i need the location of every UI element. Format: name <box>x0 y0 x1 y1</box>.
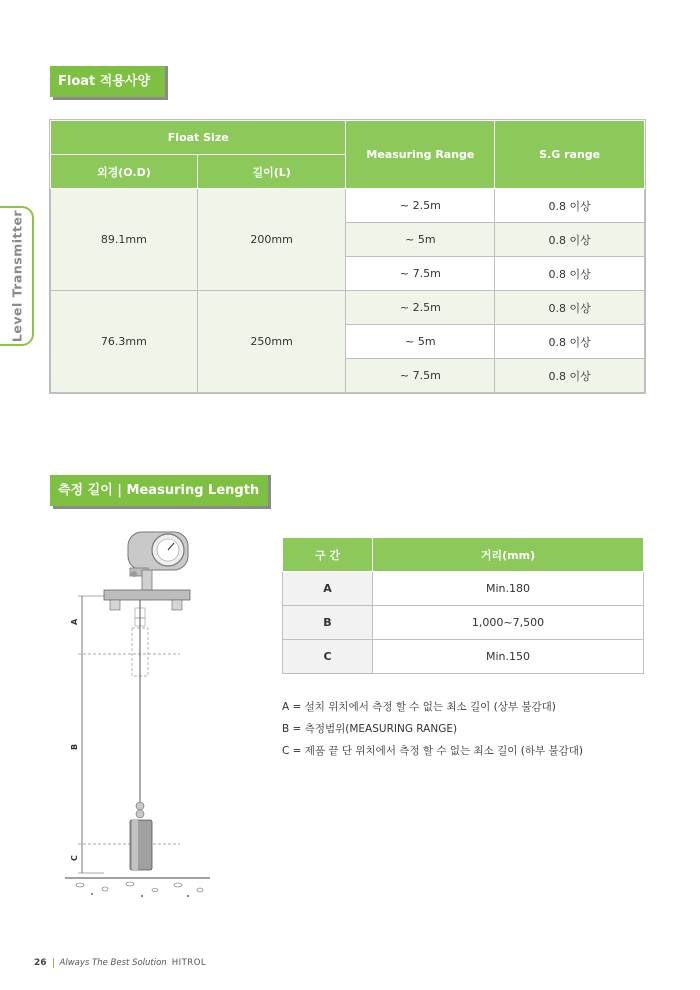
range-cell: ~ 7.5m <box>346 359 495 393</box>
table-row <box>51 291 645 325</box>
section-label: A <box>283 572 373 606</box>
section-label: B <box>283 606 373 640</box>
range-cell: ~ 7.5m <box>346 257 495 291</box>
range-cell: ~ 2.5m <box>346 291 495 325</box>
header-measuring-range: Measuring Range <box>346 121 495 189</box>
header-length: 길이(L) <box>197 155 346 189</box>
sg-cell: 0.8 이상 <box>495 257 645 291</box>
range-cell: ~ 2.5m <box>346 189 495 223</box>
measuring-length-table <box>282 537 644 674</box>
range-cell: ~ 5m <box>346 325 495 359</box>
header-float-size: Float Size <box>51 121 346 155</box>
sg-cell: 0.8 이상 <box>495 291 645 325</box>
label-b: B <box>70 743 79 750</box>
footer-brand: HITROL <box>171 958 207 968</box>
section-label: C <box>283 640 373 674</box>
note-a: A = 설치 위치에서 측정 할 수 없는 최소 길이 (상부 불감대) <box>282 701 556 713</box>
flange <box>104 590 190 600</box>
sg-cell: 0.8 이상 <box>495 325 645 359</box>
table-row <box>283 606 644 640</box>
notes <box>282 696 583 762</box>
header-distance: 거리(mm) <box>373 538 644 572</box>
sg-cell: 0.8 이상 <box>495 223 645 257</box>
length-cell: 250mm <box>197 291 346 393</box>
sg-cell: 0.8 이상 <box>495 189 645 223</box>
table-row <box>283 640 644 674</box>
section-heading-float-spec: Float 적용사양 <box>50 66 165 97</box>
sg-cell: 0.8 이상 <box>495 359 645 393</box>
header-sg-range: S.G range <box>495 121 645 189</box>
side-tab-label: Level Transmitter <box>9 209 25 343</box>
page-number: 26 <box>34 958 47 968</box>
note-b: B = 측정범위(MEASURING RANGE) <box>282 723 458 735</box>
footer-slogan: Always The Best Solution <box>59 958 167 968</box>
label-c: C <box>70 855 79 861</box>
table-row <box>51 189 645 223</box>
distance-value: 1,000~7,500 <box>373 606 644 640</box>
header-od: 외경(O.D) <box>51 155 198 189</box>
distance-value: Min.150 <box>373 640 644 674</box>
measuring-length-diagram <box>60 528 220 908</box>
label-a: A <box>70 618 79 625</box>
float-spec-table <box>50 120 645 393</box>
footer-divider <box>53 958 54 968</box>
section-heading-measuring-length: 측정 길이 | Measuring Length <box>50 475 268 506</box>
length-cell: 200mm <box>197 189 346 291</box>
od-cell: 89.1mm <box>51 189 198 291</box>
range-cell: ~ 5m <box>346 223 495 257</box>
distance-value: Min.180 <box>373 572 644 606</box>
header-section: 구 간 <box>283 538 373 572</box>
table-row <box>283 572 644 606</box>
od-cell: 76.3mm <box>51 291 198 393</box>
note-c: C = 제품 끝 단 위치에서 측정 할 수 없는 최소 길이 (하부 불감대) <box>282 745 583 757</box>
footer <box>34 958 206 968</box>
